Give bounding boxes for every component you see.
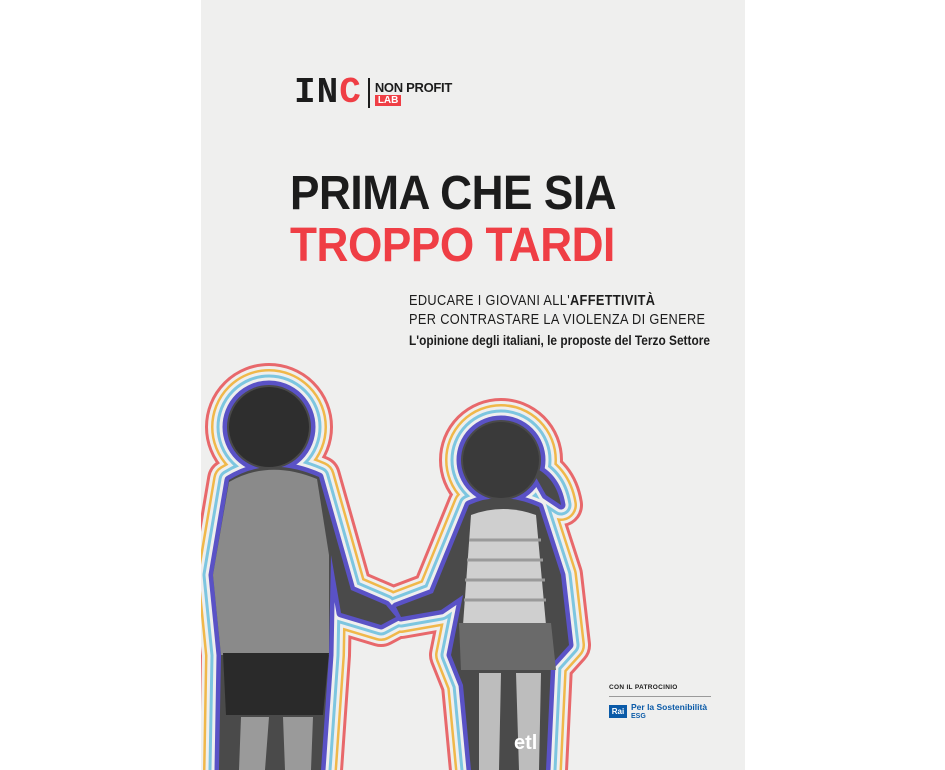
cover-tagline: L'opinione degli italiani, le proposte del Terzo Settore <box>409 333 710 348</box>
subtitle-line-1-text: EDUCARE I GIOVANI ALL' <box>409 293 570 309</box>
book-cover <box>201 0 745 770</box>
subtitle-line-1 <box>409 292 705 311</box>
logo-divider <box>368 78 370 108</box>
rai-esg-label: ESG <box>631 713 646 720</box>
publisher-logo: etl <box>514 732 538 754</box>
children-photo <box>213 385 569 770</box>
logo-inc-accent: C <box>339 72 362 113</box>
rai-sustainability-name: Per la Sostenibilità <box>631 702 708 712</box>
patronage-divider <box>609 696 711 697</box>
inc-nonprofit-lab-logo <box>294 72 452 113</box>
cover-subtitle <box>409 292 705 330</box>
logo-inc-text: IN <box>294 72 340 113</box>
logo-nonprofit-text: NON PROFIT <box>374 79 452 95</box>
inc-logo <box>294 72 362 113</box>
logo-lab-badge: LAB <box>375 95 402 106</box>
cover-title <box>290 168 616 272</box>
subtitle-emphasis: AFFETTIVITÀ <box>569 293 656 309</box>
rai-logo: Rai <box>609 705 627 718</box>
title-line-1: PRIMA CHE SIA <box>290 167 617 220</box>
patronage-label: CON IL PATROCINIO <box>609 684 678 691</box>
subtitle-line-2: PER CONTRASTARE LA VIOLENZA DI GENERE <box>409 312 706 328</box>
nonprofit-lab-logo <box>375 81 452 106</box>
title-line-2: TROPPO TARDI <box>290 219 615 272</box>
